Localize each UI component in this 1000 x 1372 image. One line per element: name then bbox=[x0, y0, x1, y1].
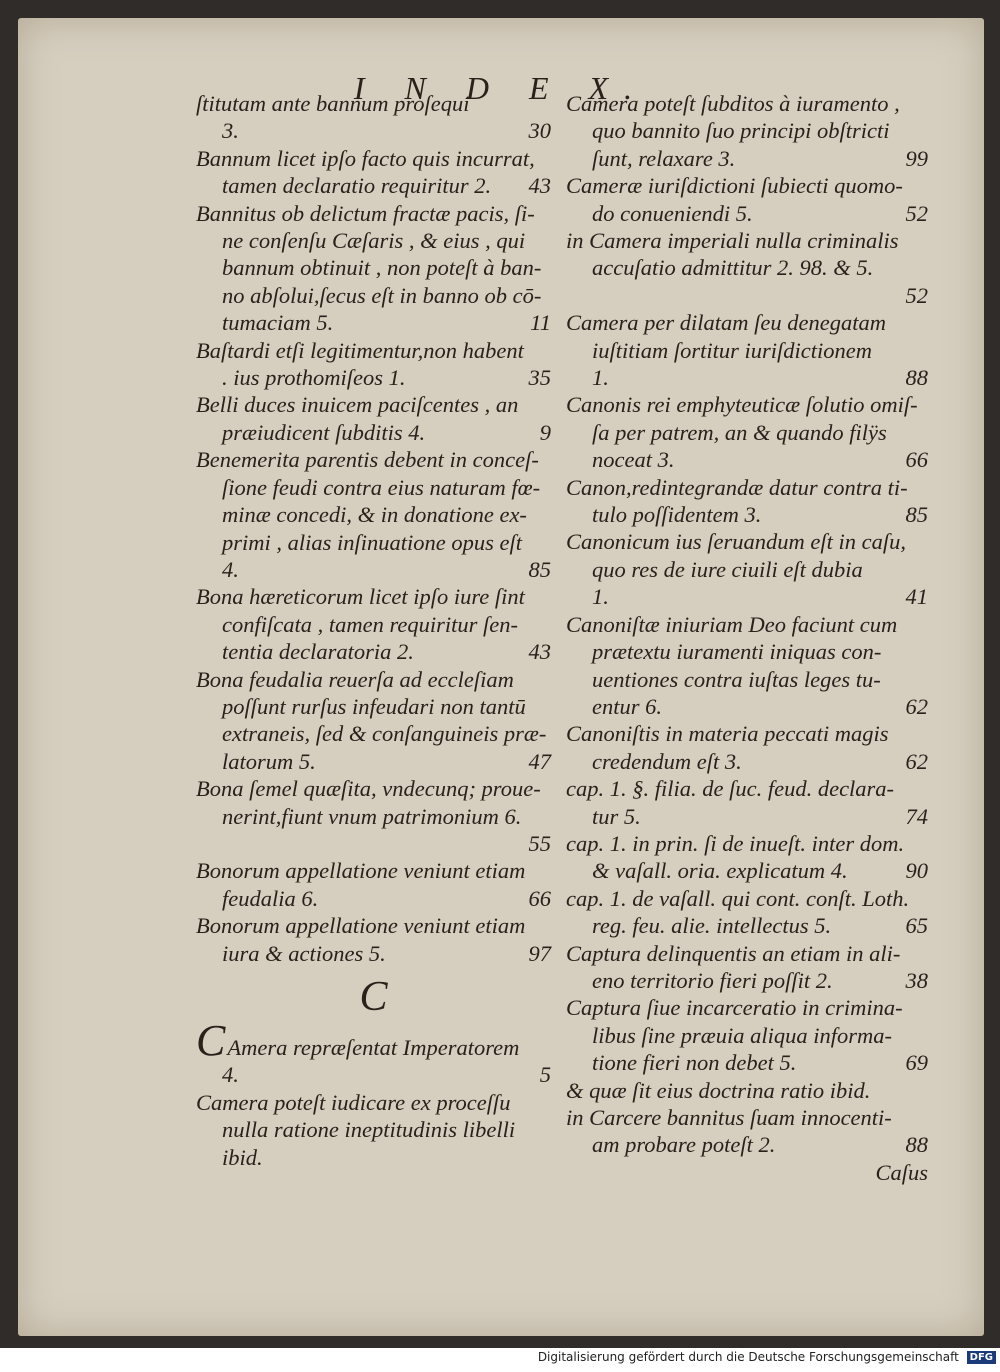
entry-line bbox=[566, 885, 928, 912]
footer-text: Digitalisierung gefördert durch die Deutsche Forschungsgemeinschaft bbox=[537, 1350, 959, 1364]
page-number: 85 bbox=[528, 556, 551, 582]
entry-text: ſunt, relaxare 3. bbox=[592, 145, 736, 171]
entry-line bbox=[566, 1022, 928, 1049]
index-entry bbox=[196, 90, 551, 145]
entry-text: uentiones contra iuſtas leges tu- bbox=[592, 666, 881, 692]
entry-line bbox=[566, 720, 928, 747]
entry-text: Camera per dilatam ſeu denegatam bbox=[566, 310, 886, 336]
entry-line bbox=[196, 227, 551, 254]
book-page bbox=[18, 18, 984, 1336]
entry-line bbox=[566, 90, 928, 117]
entry-text: Captura ſiue incarceratio in crimina- bbox=[566, 995, 903, 1021]
entry-text: cap. 1. §. filia. de ſuc. feud. declara- bbox=[566, 776, 895, 802]
entry-text: Baſtardi etſi legitimentur,non habent bbox=[196, 337, 524, 363]
entry-text: iura & actiones 5. bbox=[222, 940, 386, 966]
page-number: 47 bbox=[528, 748, 551, 774]
index-entry bbox=[196, 337, 551, 392]
entry-text: entur 6. bbox=[592, 693, 662, 719]
page-number: 74 bbox=[905, 803, 928, 829]
entry-text: Canoniſtis in materia peccati magis bbox=[566, 721, 889, 747]
page-header: I N D E X. bbox=[353, 70, 649, 106]
page-number: 97 bbox=[528, 940, 551, 966]
entry-line bbox=[566, 748, 928, 775]
entry-line bbox=[196, 364, 551, 391]
entry-line bbox=[196, 912, 551, 939]
entry-text: cap. 1. de vaſall. qui cont. conſt. Loth. bbox=[566, 885, 910, 911]
entry-text: Canonis rei emphyteuticæ ſolutio omiſ- bbox=[566, 392, 918, 418]
catchword: Caſus bbox=[875, 1159, 928, 1185]
page-number: 65 bbox=[905, 913, 928, 939]
entry-text: ſtitutam ante bannum proſequi bbox=[196, 91, 470, 116]
entry-text: in Camera imperiali nulla criminalis bbox=[566, 228, 899, 254]
drop-capital: C bbox=[196, 1015, 226, 1065]
entry-line bbox=[566, 446, 928, 473]
entry-line bbox=[196, 90, 551, 117]
entry-line bbox=[196, 1061, 551, 1088]
entry-line bbox=[196, 145, 551, 172]
entry-text: quo bannito ſuo principi obſtricti bbox=[592, 118, 890, 144]
page-number: 55 bbox=[528, 830, 551, 856]
index-entry bbox=[566, 885, 928, 940]
page-number: 52 bbox=[905, 282, 928, 308]
entry-text: cap. 1. in prin. ſi de inueſt. inter dom. bbox=[566, 830, 905, 856]
entry-line bbox=[566, 145, 928, 172]
entry-line bbox=[196, 583, 551, 610]
index-entry bbox=[196, 446, 551, 583]
entry-line bbox=[566, 1049, 928, 1076]
entry-text: ne conſenſu Cæſaris , & eius , qui bbox=[222, 228, 526, 254]
page-number: 5 bbox=[539, 1062, 551, 1088]
entry-line bbox=[196, 857, 551, 884]
entry-text: Canon,redintegrandæ datur contra ti- bbox=[566, 474, 908, 500]
entry-text: primi , alias inſinuatione opus eſt bbox=[222, 529, 523, 555]
entry-text: 4. bbox=[222, 556, 239, 582]
entry-text: & vaſall. oria. explicatum 4. bbox=[592, 858, 848, 884]
entry-line bbox=[196, 391, 551, 418]
page-number: 35 bbox=[528, 365, 551, 391]
entry-line bbox=[566, 309, 928, 336]
entry-line bbox=[196, 940, 551, 967]
entry-text: Bonorum appellatione veniunt etiam bbox=[196, 913, 526, 939]
entry-line bbox=[566, 282, 928, 309]
entry-text: nerint,fiunt vnum patrimonium 6. bbox=[222, 803, 522, 829]
index-entry bbox=[196, 666, 551, 776]
entry-line bbox=[196, 200, 551, 227]
page-number: 9 bbox=[539, 419, 551, 445]
index-entry bbox=[196, 1015, 551, 1089]
entry-line bbox=[566, 857, 928, 884]
index-entry bbox=[566, 994, 928, 1076]
entry-line bbox=[196, 638, 551, 665]
index-entry bbox=[566, 1104, 928, 1159]
entry-line bbox=[566, 912, 928, 939]
entry-text: 1. bbox=[592, 584, 609, 610]
index-entry bbox=[196, 200, 551, 337]
entry-text: Bona ſemel quæſita, vndecunq; proue- bbox=[196, 776, 541, 802]
entry-line bbox=[196, 720, 551, 747]
page-number: 88 bbox=[905, 365, 928, 391]
entry-text: Bona feudalia reuerſa ad eccleſiam bbox=[196, 666, 514, 692]
index-entry bbox=[196, 857, 551, 912]
entry-line bbox=[196, 117, 551, 144]
entry-line bbox=[566, 254, 928, 281]
entry-text: ſione feudi contra eius naturam fœ- bbox=[222, 474, 541, 500]
page-number: 43 bbox=[528, 639, 551, 665]
entry-line bbox=[196, 309, 551, 336]
entry-text: Benemerita parentis debent in conceſ- bbox=[196, 447, 539, 473]
page-number: 30 bbox=[528, 118, 551, 144]
index-entry bbox=[566, 227, 928, 309]
index-entry bbox=[196, 391, 551, 446]
entry-text: nulla ratione ineptitudinis libelli bbox=[222, 1117, 516, 1143]
section-letter: C bbox=[359, 973, 388, 1020]
page-number: 62 bbox=[905, 748, 928, 774]
entry-line bbox=[566, 1104, 928, 1131]
index-entry bbox=[566, 775, 928, 830]
dfg-logo: DFG bbox=[967, 1351, 996, 1364]
entry-text: bannum obtinuit , non poteſt à ban- bbox=[222, 255, 542, 281]
entry-text: Canonicum ius ſeruandum eſt in caſu, bbox=[566, 529, 906, 555]
entry-text: accuſatio admittitur 2. 98. & 5. bbox=[592, 255, 874, 281]
entry-line bbox=[196, 172, 551, 199]
entry-text: credendum eſt 3. bbox=[592, 748, 742, 774]
entry-text: Bannum licet ipſo facto quis incurrat, bbox=[196, 145, 535, 171]
entry-line bbox=[196, 1116, 551, 1143]
entry-text: Bannitus ob delictum fractæ pacis, ſi- bbox=[196, 200, 535, 226]
index-entry bbox=[196, 1089, 551, 1171]
entry-text: Bonorum appellatione veniunt etiam bbox=[196, 858, 526, 884]
entry-text: do conueniendi 5. bbox=[592, 200, 753, 226]
entry-text: Camera poteſt iudicare ex proceſſu bbox=[196, 1089, 511, 1115]
entry-line bbox=[196, 1089, 551, 1116]
entry-line bbox=[196, 830, 551, 857]
entry-line bbox=[566, 967, 928, 994]
entry-line bbox=[566, 474, 928, 501]
entry-line bbox=[566, 994, 928, 1021]
entry-line bbox=[196, 885, 551, 912]
entry-text: tumaciam 5. bbox=[222, 310, 334, 336]
entry-line bbox=[196, 501, 551, 528]
entry-text: 4. bbox=[222, 1062, 239, 1088]
entry-text: feudalia 6. bbox=[222, 885, 319, 911]
entry-text: in Carcere bannitus ſuam innocenti- bbox=[566, 1105, 892, 1131]
page-number: 85 bbox=[905, 502, 928, 528]
entry-line bbox=[566, 803, 928, 830]
entry-line bbox=[566, 1131, 928, 1158]
page-number: 11 bbox=[530, 310, 551, 336]
entry-line bbox=[566, 666, 928, 693]
page-number: 69 bbox=[905, 1050, 928, 1076]
right-column bbox=[566, 90, 928, 1186]
entry-text: noceat 3. bbox=[592, 447, 675, 473]
index-entry bbox=[566, 474, 928, 529]
entry-line bbox=[566, 528, 928, 555]
entry-line bbox=[196, 254, 551, 281]
entry-line bbox=[566, 200, 928, 227]
index-entry bbox=[566, 830, 928, 885]
entry-text: latorum 5. bbox=[222, 748, 316, 774]
entry-text: præiudicent ſubditis 4. bbox=[222, 419, 426, 445]
entry-text: 1. bbox=[592, 365, 609, 391]
page-number: 38 bbox=[905, 967, 928, 993]
entry-line bbox=[196, 775, 551, 802]
page-number: 62 bbox=[905, 693, 928, 719]
entry-line bbox=[566, 693, 928, 720]
entry-text: no abſolui,ſecus eſt in banno ob cō- bbox=[222, 282, 542, 308]
entry-text: tamen declaratio requiritur 2. bbox=[222, 173, 492, 199]
entry-text: quo res de iure ciuili eſt dubia bbox=[592, 556, 863, 582]
entry-line bbox=[566, 830, 928, 857]
entry-text: ibid. bbox=[222, 1144, 263, 1170]
page-number: 66 bbox=[528, 885, 551, 911]
entry-line bbox=[566, 775, 928, 802]
entry-text: tione fieri non debet 5. bbox=[592, 1050, 797, 1076]
entry-line bbox=[566, 419, 928, 446]
left-column bbox=[196, 90, 551, 1171]
page-number: 99 bbox=[905, 145, 928, 171]
page-number: 66 bbox=[905, 447, 928, 473]
entry-text: prætextu iuramenti iniquas con- bbox=[592, 639, 882, 665]
entry-line bbox=[196, 693, 551, 720]
page-number: 41 bbox=[905, 584, 928, 610]
entry-line bbox=[196, 446, 551, 473]
entry-line bbox=[196, 419, 551, 446]
entry-line bbox=[566, 337, 928, 364]
entry-text: 3. bbox=[222, 118, 239, 144]
entry-text: Amera repræſentat Imperatorem bbox=[227, 1034, 520, 1060]
entry-line bbox=[566, 1077, 928, 1104]
entry-line bbox=[566, 556, 928, 583]
index-entry bbox=[566, 720, 928, 775]
entry-line bbox=[566, 611, 928, 638]
entry-line bbox=[196, 1015, 551, 1065]
entry-line bbox=[196, 556, 551, 583]
page-number: 88 bbox=[905, 1132, 928, 1158]
entry-text: eno territorio fieri poſſit 2. bbox=[592, 967, 833, 993]
index-entry bbox=[566, 528, 928, 610]
entry-line bbox=[196, 1144, 551, 1171]
index-entry bbox=[196, 775, 551, 857]
entry-line bbox=[196, 748, 551, 775]
index-entry bbox=[196, 145, 551, 200]
entry-line bbox=[196, 337, 551, 364]
index-entry bbox=[566, 391, 928, 473]
entry-text: tentia declaratoria 2. bbox=[222, 639, 414, 665]
entry-text: Bona hæreticorum licet ipſo iure ſint bbox=[196, 584, 525, 610]
entry-line bbox=[196, 282, 551, 309]
entry-line bbox=[566, 583, 928, 610]
index-entry bbox=[196, 912, 551, 967]
entry-text: Camera poteſt ſubditos à iuramento , bbox=[566, 91, 900, 116]
entry-text: am probare poteſt 2. bbox=[592, 1132, 776, 1158]
entry-line bbox=[196, 611, 551, 638]
entry-line bbox=[566, 638, 928, 665]
entry-text: reg. feu. alie. intellectus 5. bbox=[592, 913, 832, 939]
entry-text: tur 5. bbox=[592, 803, 641, 829]
index-entry bbox=[566, 172, 928, 227]
entry-text: libus ſine præuia aliqua informa- bbox=[592, 1022, 893, 1048]
entry-text: confiſcata , tamen requiritur ſen- bbox=[222, 611, 518, 637]
entry-line bbox=[196, 529, 551, 556]
page-number: 43 bbox=[528, 173, 551, 199]
index-entry bbox=[566, 940, 928, 995]
entry-text: extraneis, ſed & conſanguineis præ- bbox=[222, 721, 547, 747]
entry-line bbox=[196, 474, 551, 501]
entry-line bbox=[566, 940, 928, 967]
index-entry bbox=[566, 611, 928, 721]
entry-text: Belli duces inuicem paciſcentes , an bbox=[196, 392, 519, 418]
entry-line bbox=[566, 117, 928, 144]
entry-text: . ius prothomiſeos 1. bbox=[222, 365, 406, 391]
entry-text: Captura delinquentis an etiam in ali- bbox=[566, 940, 901, 966]
index-entry bbox=[566, 309, 928, 391]
entry-line bbox=[566, 501, 928, 528]
entry-text: minæ concedi, & in donatione ex- bbox=[222, 502, 527, 528]
footer bbox=[0, 1350, 996, 1364]
entry-text: poſſunt rurſus infeudari non tantū bbox=[222, 693, 526, 719]
page-number: 90 bbox=[905, 858, 928, 884]
entry-line bbox=[566, 364, 928, 391]
entry-text: iuſtitiam ſortitur iuriſdictionem bbox=[592, 337, 873, 363]
entry-line bbox=[566, 172, 928, 199]
index-entry bbox=[566, 1077, 928, 1104]
entry-line bbox=[196, 666, 551, 693]
page-number: 52 bbox=[905, 200, 928, 226]
entry-text: tulo poſſidentem 3. bbox=[592, 502, 762, 528]
entry-text: Cameræ iuriſdictioni ſubiecti quomo- bbox=[566, 173, 903, 199]
entry-line bbox=[196, 803, 551, 830]
index-entry bbox=[566, 90, 928, 172]
entry-text: & quæ ſit eius doctrina ratio ibid. bbox=[566, 1077, 871, 1103]
entry-text: ſa per patrem, an & quando filÿs bbox=[592, 419, 887, 445]
index-entry bbox=[196, 583, 551, 665]
entry-line bbox=[566, 227, 928, 254]
entry-text: Canoniſtæ iniuriam Deo faciunt cum bbox=[566, 611, 898, 637]
entry-line bbox=[566, 391, 928, 418]
